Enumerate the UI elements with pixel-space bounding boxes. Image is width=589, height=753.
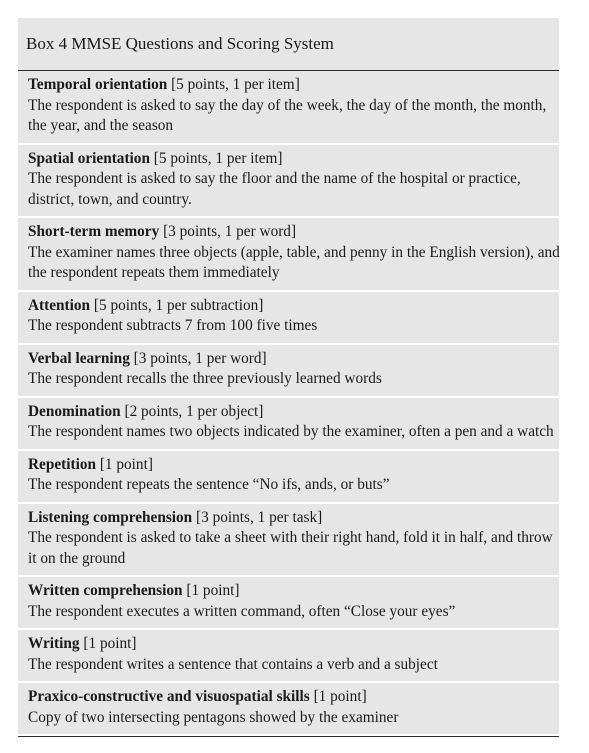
item-description: The respondent is asked to say the day of the week, the day of the month, the month, the year, and the season [28, 96, 547, 134]
item-heading [28, 222, 559, 243]
item-points: [2 points, 1 per object] [124, 402, 264, 420]
item-written-comprehension [18, 577, 559, 630]
item-writing [18, 630, 559, 683]
item-heading [28, 455, 559, 476]
item-title: Written comprehension [28, 582, 183, 599]
item-repetition [18, 451, 559, 504]
item-verbal-learning [18, 345, 559, 398]
item-points: [3 points, 1 per task] [196, 508, 323, 526]
item-points: [1 point] [186, 582, 240, 599]
item-heading [28, 75, 559, 96]
item-title: Short-term memory [28, 223, 160, 240]
item-points: [1 point] [99, 455, 153, 473]
bottom-divider [18, 736, 559, 737]
item-attention [18, 292, 559, 345]
item-heading [28, 349, 559, 370]
item-title: Attention [28, 296, 91, 314]
item-heading [28, 687, 559, 708]
item-description: The respondent repeats the sentence “No ifs, ands, or buts” [28, 476, 390, 493]
item-listening-comprehension [18, 504, 559, 578]
item-description: The respondent writes a sentence that contains a verb and a subject [28, 655, 438, 673]
item-description: The respondent is asked to take a sheet with their right hand, fold it in half, and throw it on the ground [28, 529, 553, 567]
item-points: [1 point] [313, 688, 367, 705]
item-heading [28, 634, 559, 655]
item-title: Verbal learning [28, 349, 130, 367]
item-heading [28, 402, 559, 423]
item-points: [3 points, 1 per word] [163, 223, 297, 240]
item-points: [5 points, 1 per item] [153, 149, 283, 167]
item-points: [3 points, 1 per word] [133, 349, 267, 367]
mmse-box [18, 18, 559, 737]
item-praxico-constructive [18, 683, 559, 736]
item-title: Listening comprehension [28, 508, 193, 526]
item-title: Spatial orientation [28, 149, 150, 167]
item-temporal-orientation [18, 71, 559, 145]
item-heading [28, 508, 559, 529]
item-description: The respondent names two objects indicated by the examiner, often a pen and a watch [28, 423, 554, 440]
item-description: The respondent is asked to say the floor and the name of the hospital or practice, district, town, and country. [28, 170, 521, 208]
item-short-term-memory [18, 218, 559, 292]
item-denomination [18, 398, 559, 451]
item-title: Denomination [28, 402, 121, 420]
item-heading [28, 149, 559, 170]
item-points: [1 point] [83, 635, 137, 652]
item-spatial-orientation [18, 145, 559, 219]
item-title: Writing [28, 635, 80, 652]
item-title: Repetition [28, 455, 96, 473]
item-points: [5 points, 1 per item] [171, 76, 300, 93]
item-description: The respondent recalls the three previously learned words [28, 370, 382, 387]
item-title: Praxico-constructive and visuospatial skills [28, 688, 310, 705]
item-title: Temporal orientation [28, 76, 168, 93]
item-description: The examiner names three objects (apple, table, and penny in the English version), and the respondent repeats them immediately [28, 243, 560, 281]
item-description: Copy of two intersecting pentagons showed by the examiner [28, 708, 399, 726]
item-description: The respondent subtracts 7 from 100 five times [28, 317, 318, 334]
item-heading [28, 296, 559, 317]
item-heading [28, 581, 559, 602]
item-points: [5 points, 1 per subtraction] [93, 296, 264, 314]
item-description: The respondent executes a written command, often “Close your eyes” [28, 602, 456, 620]
box-title: Box 4 MMSE Questions and Scoring System [18, 18, 559, 71]
